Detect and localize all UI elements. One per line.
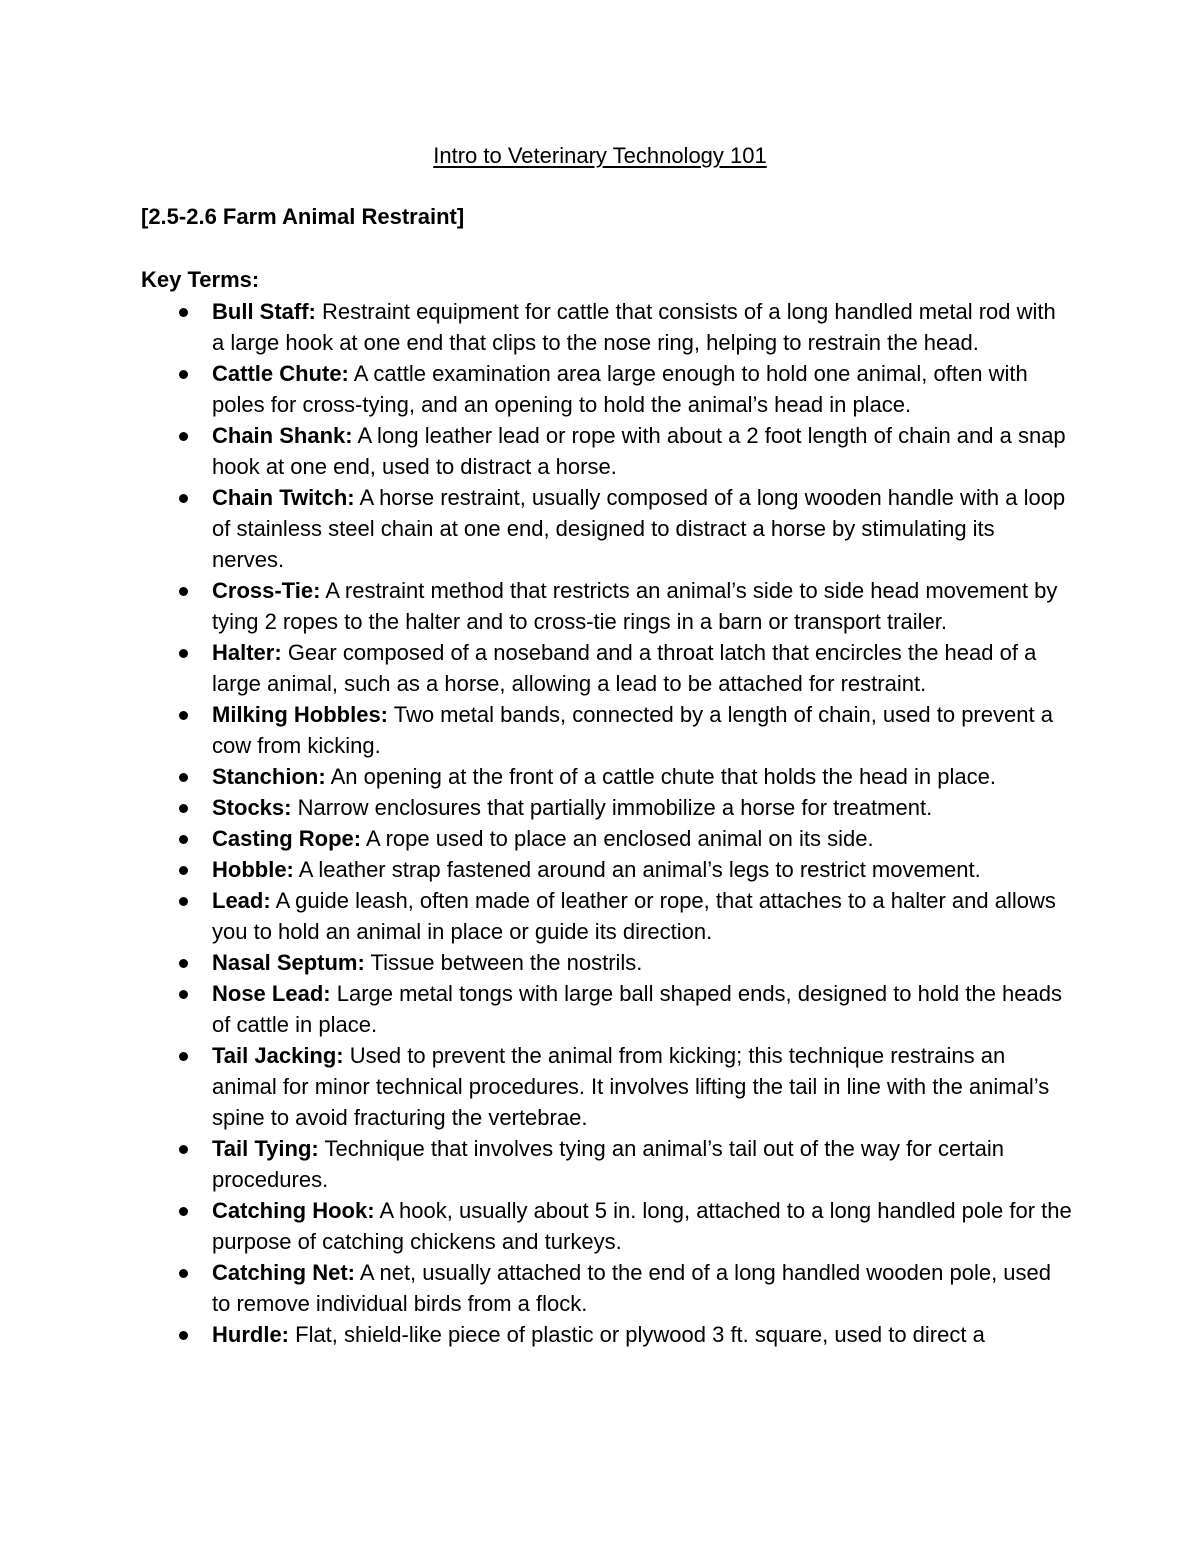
term-name: Halter: — [212, 640, 282, 665]
term-definition: Gear composed of a noseband and a throat latch that encircles the head of a large animal, such as a horse, allowing a lead to be attached for restraint. — [212, 640, 1037, 696]
term-definition: A net, usually attached to the end of a long handled wooden pole, used to remove individual birds from a flock. — [212, 1260, 1051, 1316]
term-name: Chain Twitch: — [212, 485, 355, 510]
bullet-icon — [179, 773, 188, 782]
list-item — [212, 761, 1072, 792]
term-name: Catching Net: — [212, 1260, 355, 1285]
term-name: Tail Jacking: — [212, 1043, 344, 1068]
term-definition: Technique that involves tying an animal’s tail out of the way for certain procedures. — [212, 1136, 1004, 1192]
term-name: Milking Hobbles: — [212, 702, 388, 727]
term-definition: Narrow enclosures that partially immobilize a horse for treatment. — [297, 795, 933, 820]
term-name: Catching Hook: — [212, 1198, 375, 1223]
list-item — [212, 420, 1072, 482]
term-definition: A rope used to place an enclosed animal on its side. — [366, 826, 874, 851]
term-name: Casting Rope: — [212, 826, 362, 851]
term-definition: A hook, usually about 5 in. long, attached to a long handled pole for the purpose of catching chickens and turkeys. — [212, 1198, 1072, 1254]
bullet-icon — [179, 990, 188, 999]
bullet-icon — [179, 1331, 188, 1340]
document-title-text: Intro to Veterinary Technology 101 — [433, 143, 767, 168]
term-name: Tail Tying: — [212, 1136, 319, 1161]
list-item — [212, 1319, 1072, 1350]
term-definition: Used to prevent the animal from kicking; this technique restrains an animal for minor technical procedures. It involves lifting the tail in line with the animal’s spine to avoid fracturing the vertebrae. — [212, 1043, 1050, 1130]
bullet-icon — [179, 432, 188, 441]
bullet-icon — [179, 1145, 188, 1154]
bullet-icon — [179, 835, 188, 844]
term-name: Stocks: — [212, 795, 292, 820]
term-definition: Flat, shield-like piece of plastic or plywood 3 ft. square, used to direct a — [295, 1322, 985, 1347]
bullet-icon — [179, 587, 188, 596]
term-definition: An opening at the front of a cattle chute that holds the head in place. — [330, 764, 996, 789]
term-name: Cattle Chute: — [212, 361, 349, 386]
term-name: Hobble: — [212, 857, 294, 882]
list-item — [212, 699, 1072, 761]
bullet-icon — [179, 804, 188, 813]
term-definition: A leather strap fastened around an animal’s legs to restrict movement. — [298, 857, 981, 882]
list-item — [212, 1195, 1072, 1257]
list-item — [212, 637, 1072, 699]
bullet-icon — [179, 370, 188, 379]
bullet-icon — [179, 1207, 188, 1216]
bullet-icon — [179, 1052, 188, 1061]
list-item — [212, 358, 1072, 420]
bullet-icon — [179, 1269, 188, 1278]
document-title — [0, 141, 1200, 171]
bullet-icon — [179, 959, 188, 968]
term-name: Lead: — [212, 888, 271, 913]
term-name: Hurdle: — [212, 1322, 289, 1347]
list-item — [212, 978, 1072, 1040]
term-definition: Two metal bands, connected by a length of chain, used to prevent a cow from kicking. — [212, 702, 1053, 758]
bullet-icon — [179, 866, 188, 875]
bullet-icon — [179, 897, 188, 906]
term-name: Cross-Tie: — [212, 578, 321, 603]
key-terms-list — [212, 296, 1072, 1350]
list-item — [212, 1257, 1072, 1319]
list-item — [212, 885, 1072, 947]
list-item — [212, 854, 1072, 885]
list-item — [212, 1040, 1072, 1133]
term-name: Chain Shank: — [212, 423, 353, 448]
term-definition: Restraint equipment for cattle that consists of a long handled metal rod with a large hook at one end that clips to the nose ring, helping to restrain the head. — [212, 299, 1056, 355]
key-terms-label: Key Terms: — [141, 267, 260, 292]
bullet-icon — [179, 494, 188, 503]
term-name: Stanchion: — [212, 764, 326, 789]
term-definition: Large metal tongs with large ball shaped ends, designed to hold the heads of cattle in place. — [212, 981, 1062, 1037]
term-definition: A restraint method that restricts an animal’s side to side head movement by tying 2 ropes to the halter and to cross-tie rings in a barn or transport trailer. — [212, 578, 1058, 634]
term-name: Nasal Septum: — [212, 950, 365, 975]
bullet-icon — [179, 308, 188, 317]
bullet-icon — [179, 711, 188, 720]
list-item — [212, 575, 1072, 637]
section-heading: [2.5-2.6 Farm Animal Restraint] — [141, 204, 465, 229]
term-definition: A cattle examination area large enough to hold one animal, often with poles for cross-tying, and an opening to hold the animal’s head in place. — [212, 361, 1028, 417]
bullet-icon — [179, 649, 188, 658]
term-name: Bull Staff: — [212, 299, 316, 324]
term-definition: Tissue between the nostrils. — [370, 950, 643, 975]
list-item — [212, 947, 1072, 978]
list-item — [212, 296, 1072, 358]
list-item — [212, 482, 1072, 575]
term-definition: A guide leash, often made of leather or rope, that attaches to a halter and allows you to hold an animal in place or guide its direction. — [212, 888, 1056, 944]
term-definition: A horse restraint, usually composed of a long wooden handle with a loop of stainless steel chain at one end, designed to distract a horse by stimulating its nerves. — [212, 485, 1066, 572]
list-item — [212, 1133, 1072, 1195]
list-item — [212, 823, 1072, 854]
term-definition: A long leather lead or rope with about a 2 foot length of chain and a snap hook at one end, used to distract a horse. — [212, 423, 1066, 479]
term-name: Nose Lead: — [212, 981, 331, 1006]
list-item — [212, 792, 1072, 823]
